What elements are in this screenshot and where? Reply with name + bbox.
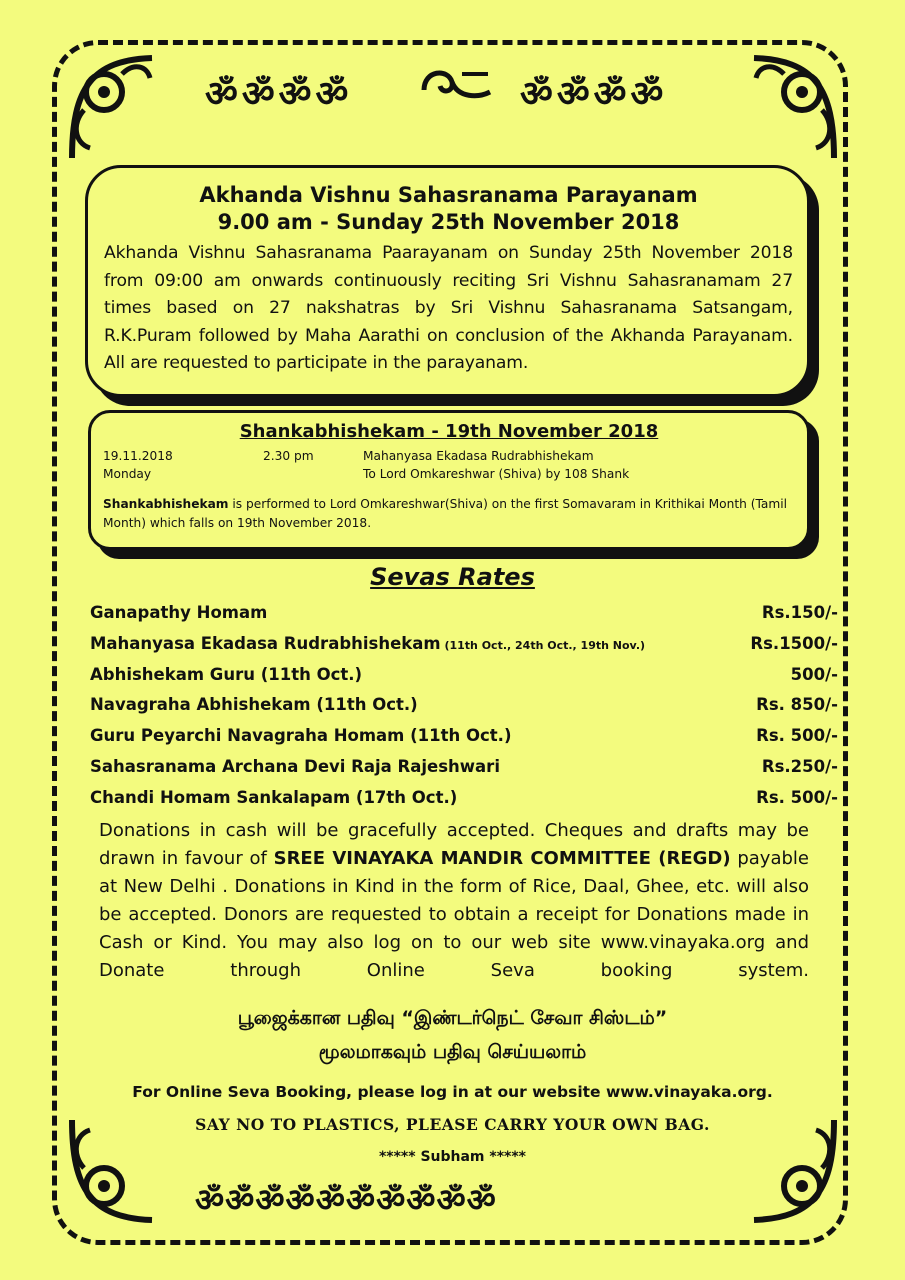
- seva-rate-row: [90, 660, 838, 691]
- online-booking-text: For Online Seva Booking, please log in at our website www.vinayaka.org.: [132, 1083, 773, 1101]
- corner-ornament-top-left: [62, 48, 158, 168]
- seva-name-cell: [90, 752, 500, 783]
- seva-price: 500/-: [790, 664, 838, 684]
- tamil-line-2: மூலமாகவும் பதிவு செய்யலாம்: [318, 1041, 587, 1063]
- donations-text-1: Donations in cash will be gracefully accepted. Cheques and drafts may be drawn in favour of: [99, 820, 809, 869]
- event2-note: [103, 495, 795, 533]
- event1-title-line2: 9.00 am - Sunday 25th November 2018: [217, 210, 680, 234]
- event2-date: 19.11.2018: [103, 449, 173, 463]
- seva-name-cell: [90, 598, 267, 629]
- seva-rate-row: [90, 783, 838, 814]
- event2-desc-line1: Mahanyasa Ekadasa Rudrabhishekam: [363, 449, 594, 463]
- tamil-line-1: பூஜைக்கான பதிவு “இண்டர்நெட் சேவா சிஸ்டம்”: [237, 1007, 668, 1029]
- om-symbols-right: ॐॐॐॐ: [520, 74, 668, 115]
- seva-name: Abhishekam Guru (11th Oct.): [90, 664, 363, 684]
- seva-name-cell: [90, 783, 457, 814]
- sevas-rates-heading: Sevas Rates: [370, 563, 535, 591]
- corner-ornament-top-right: [748, 48, 844, 168]
- seva-name-cell: [90, 629, 645, 662]
- event2-title: Shankabhishekam - 19th November 2018: [239, 421, 659, 442]
- seva-rate-row: [90, 752, 838, 783]
- seva-rate-row: [90, 598, 838, 629]
- shri-symbol-icon: [418, 62, 496, 106]
- donations-paragraph: [99, 817, 809, 985]
- event2-time: 2.30 pm: [263, 449, 314, 463]
- seva-price: Rs.250/-: [761, 756, 838, 776]
- shankabhishekam-event-card: [88, 410, 810, 550]
- event2-note-bold: Shankabhishekam: [103, 497, 229, 511]
- donations-committee: SREE VINAYAKA MANDIR COMMITTEE (REGD): [273, 848, 731, 869]
- seva-name: Ganapathy Homam: [90, 603, 268, 622]
- seva-name: Guru Peyarchi Navagraha Homam (11th Oct.): [90, 726, 512, 746]
- sevas-rates-list: [90, 598, 838, 814]
- event2-day: Monday: [103, 467, 152, 481]
- seva-name: Sahasranama Archana Devi Raja Rajeshwari: [90, 756, 500, 776]
- seva-name-cell: [90, 690, 418, 721]
- om-symbols-bottom: ॐॐॐॐॐॐॐॐॐॐ: [195, 1181, 497, 1219]
- seva-name: Navagraha Abhishekam (11th Oct.): [90, 695, 418, 715]
- seva-name: Chandi Homam Sankalapam (17th Oct.): [90, 787, 458, 807]
- seva-rate-row: [90, 721, 838, 752]
- seva-name-cell: [90, 660, 362, 691]
- donations-text-2: payable at New Delhi . Donations in Kind in the form of Rice, Daal, Ghee, etc. will also be accepted. Donors are requested to obtain a receipt for Donations made in Cash or Kind. You may also log on to our web site www.vinayaka.org and Donate through Online Seva booking system.: [99, 848, 809, 981]
- seva-name: Mahanyasa Ekadasa Rudrabhishekam: [90, 633, 441, 653]
- event2-desc-line2: To Lord Omkareshwar (Shiva) by 108 Shank: [363, 467, 630, 481]
- subham-text: ***** Subham *****: [378, 1149, 527, 1165]
- seva-price: Rs. 850/-: [756, 695, 838, 715]
- event2-note-rest: is performed to Lord Omkareshwar(Shiva) on the first Somavaram in Krithikai Month (Tamil Month) which falls on 19th November 2018.: [103, 497, 788, 530]
- seva-dates-note: (11th Oct., 24th Oct., 19th Nov.): [440, 638, 646, 652]
- seva-price: Rs. 500/-: [756, 726, 838, 746]
- seva-rate-row: [90, 629, 838, 660]
- seva-price: Rs. 500/-: [756, 787, 838, 807]
- om-symbols-left: ॐॐॐॐ: [205, 74, 353, 115]
- plastics-notice: SAY NO TO PLASTICS, PLEASE CARRY YOUR OWN BAG.: [195, 1115, 710, 1134]
- seva-name-cell: [90, 721, 512, 752]
- seva-price: Rs.1500/-: [750, 633, 838, 653]
- event2-row-2: [103, 465, 795, 483]
- seva-rate-row: [90, 690, 838, 721]
- event1-body: Akhanda Vishnu Sahasranama Paarayanam on Sunday 25th November 2018 from 09:00 am onwards continuously reciting Sri Vishnu Sahasranamam 27 times based on 27 nakshatras by Sri Vishnu Sahasranama Satsangam, R.K.Puram followed by Maha Aarathi on conclusion of the Akhanda Parayanam. All are requested to participate in the parayanam.: [104, 243, 793, 373]
- event1-title-line1: Akhanda Vishnu Sahasranama Parayanam: [199, 183, 698, 207]
- seva-price: Rs.150/-: [761, 603, 838, 622]
- vishnu-sahasranama-event-card: [85, 165, 810, 397]
- event2-row-1: [103, 447, 795, 465]
